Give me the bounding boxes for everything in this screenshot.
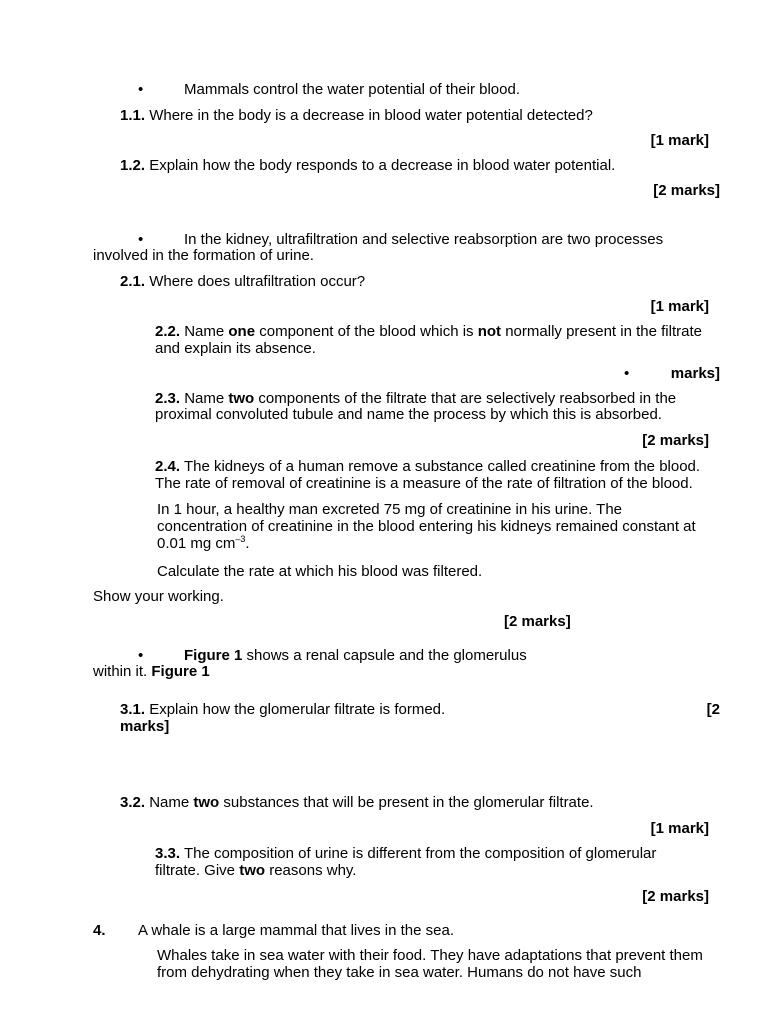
question-2-1	[120, 273, 365, 290]
q4-intro: A whale is a large mammal that lives in the sea.	[138, 922, 454, 939]
question-3-1	[120, 701, 445, 718]
question-3-3-line2	[155, 862, 356, 879]
marks-label: [2 marks]	[642, 432, 709, 449]
text: Name	[149, 794, 190, 811]
q4-para-line1: Whales take in sea water with their food. They have adaptations that prevent them	[157, 947, 703, 964]
marks-label: [1 mark]	[650, 132, 709, 149]
superscript: –3	[235, 534, 246, 544]
show-working: Show your working.	[93, 588, 224, 605]
question-2-4-line2: The rate of removal of creatinine is a measure of the rate of filtration of the blood.	[155, 475, 693, 492]
question-2-4	[155, 458, 700, 475]
marks-label: [2	[706, 701, 720, 718]
emphasis: not	[477, 323, 502, 340]
bullet: •	[624, 365, 630, 382]
marks-label: [2 marks]	[504, 613, 571, 630]
text: .	[245, 535, 250, 552]
text: The kidneys of a human remove a substance called creatinine from the blood.	[183, 458, 701, 475]
figure-reference: Figure 1	[184, 647, 243, 664]
question-1-2	[120, 157, 615, 174]
emphasis: two	[228, 390, 255, 407]
question-number: 2.4.	[155, 458, 181, 475]
emphasis: two	[193, 794, 220, 811]
text: The composition of urine is different from the composition of glomerular	[183, 845, 657, 862]
q2-4-para-line1: In 1 hour, a healthy man excreted 75 mg of creatinine in his urine. The	[157, 501, 622, 518]
marks-label: [1 mark]	[650, 298, 709, 315]
question-text: Explain how the glomerular filtrate is formed.	[149, 701, 446, 718]
question-number: 4.	[93, 922, 106, 939]
text: Name	[184, 390, 225, 407]
question-number: 1.1.	[120, 107, 146, 124]
marks-label: [2 marks]	[642, 888, 709, 905]
figure-reference: Figure 1	[151, 663, 210, 680]
emphasis: two	[239, 862, 266, 879]
emphasis: one	[228, 323, 256, 340]
q3-intro-line1	[184, 647, 527, 664]
q1-intro: Mammals control the water potential of their blood.	[184, 81, 520, 98]
question-1-1	[120, 107, 593, 124]
question-2-2-line2: and explain its absence.	[155, 340, 316, 357]
question-number: 1.2.	[120, 157, 146, 174]
q2-intro-line1: In the kidney, ultrafiltration and selective reabsorption are two processes	[184, 231, 664, 248]
text: 0.01 mg cm	[157, 535, 236, 552]
text: shows a renal capsule and the glomerulus	[246, 647, 527, 664]
q4-para-line2: from dehydrating when they take in sea water. Humans do not have such	[157, 964, 642, 981]
bullet: •	[138, 81, 144, 98]
text: filtrate. Give	[155, 862, 236, 879]
bullet: •	[138, 231, 144, 248]
text: within it.	[93, 663, 148, 680]
question-2-3-line2: proximal convoluted tubule and name the process by which this is absorbed.	[155, 406, 662, 423]
q2-4-calculate: Calculate the rate at which his blood was filtered.	[157, 563, 483, 580]
question-text: Where in the body is a decrease in blood water potential detected?	[149, 107, 593, 124]
marks-label: marks]	[670, 365, 720, 382]
question-number: 3.2.	[120, 794, 146, 811]
text: components of the filtrate that are selectively reabsorbed in the	[258, 390, 677, 407]
marks-label: [1 mark]	[650, 820, 709, 837]
question-3-3	[155, 845, 656, 862]
question-2-2	[155, 323, 702, 340]
question-3-2	[120, 794, 594, 811]
question-2-3	[155, 390, 676, 407]
q2-intro-line2: involved in the formation of urine.	[93, 247, 314, 264]
question-number: 2.2.	[155, 323, 181, 340]
question-number: 3.1.	[120, 701, 146, 718]
question-text: Where does ultrafiltration occur?	[149, 273, 366, 290]
text: reasons why.	[269, 862, 357, 879]
text: substances that will be present in the glomerular filtrate.	[223, 794, 594, 811]
question-number: 2.1.	[120, 273, 146, 290]
marks-label: [2 marks]	[653, 182, 720, 199]
question-number: 2.3.	[155, 390, 181, 407]
text: component of the blood which is	[259, 323, 474, 340]
q3-intro-line2	[93, 663, 210, 680]
q2-4-para-line3	[157, 535, 250, 552]
marks-label-continued: marks]	[120, 718, 170, 735]
question-number: 3.3.	[155, 845, 181, 862]
text: normally present in the filtrate	[505, 323, 702, 340]
q2-4-para-line2: concentration of creatinine in the blood entering his kidneys remained constant at	[157, 518, 696, 535]
question-text: Explain how the body responds to a decrease in blood water potential.	[149, 157, 616, 174]
bullet: •	[138, 647, 144, 664]
text: Name	[184, 323, 225, 340]
